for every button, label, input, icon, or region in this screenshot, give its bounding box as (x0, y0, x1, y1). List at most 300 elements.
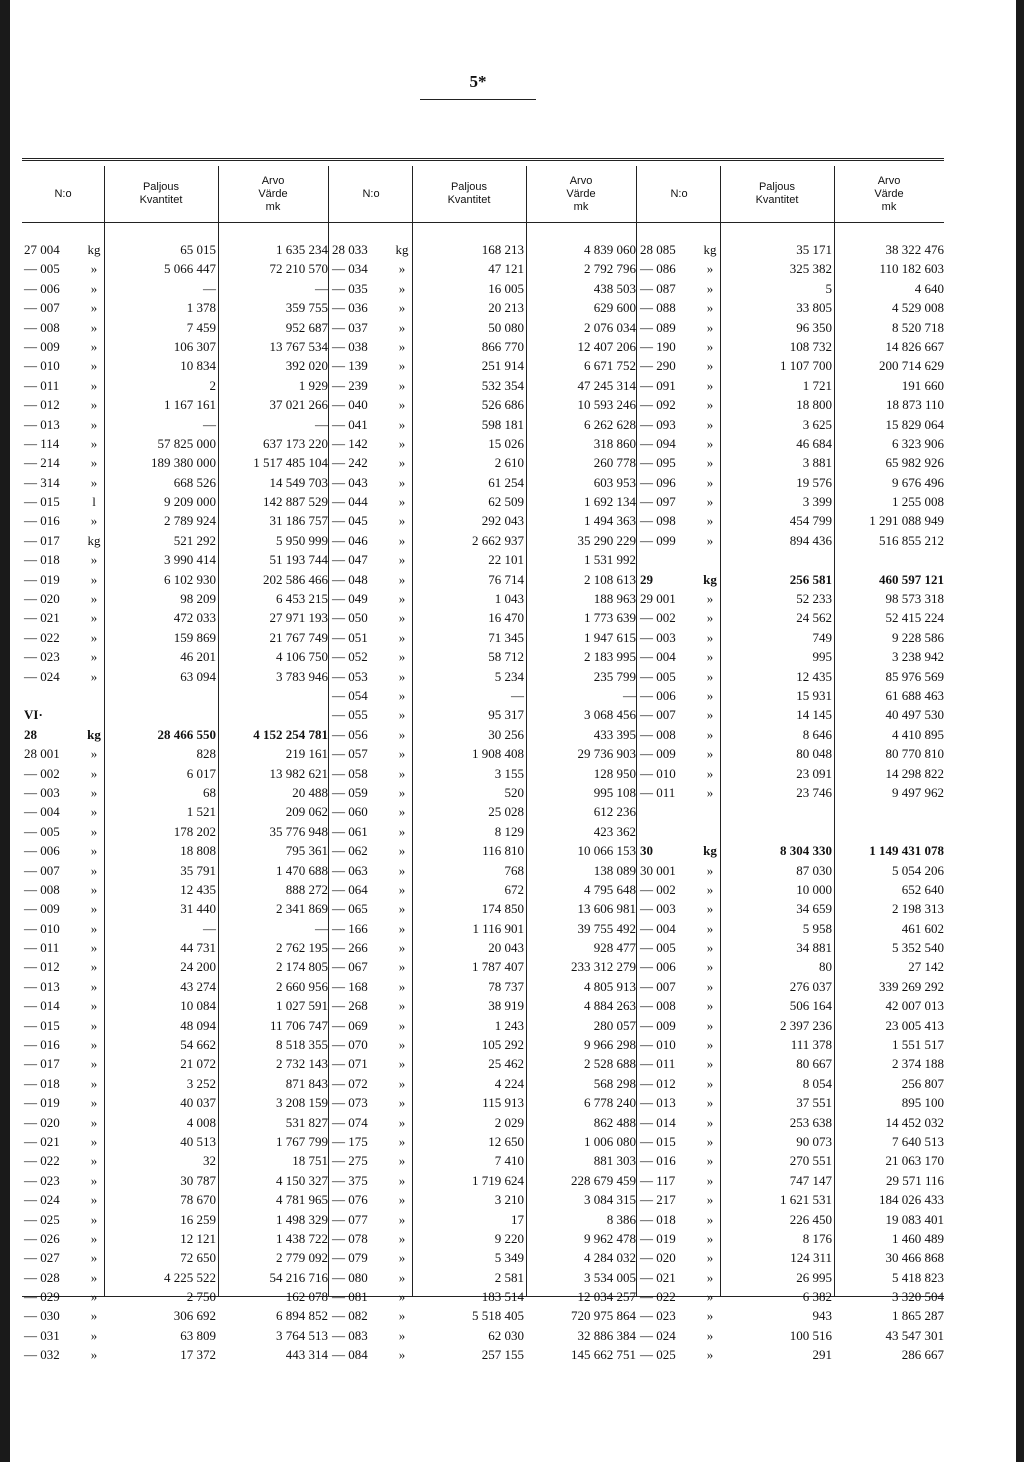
cell-no: — 020 (24, 591, 60, 607)
cell-qty: 6 017 (186, 765, 216, 781)
table-row (22, 628, 328, 647)
cell-no: — 023 (24, 649, 60, 665)
cell-qty: 32 (203, 1153, 216, 1169)
cell-qty: 10 834 (180, 358, 216, 374)
cell-no: — 025 (640, 1347, 676, 1363)
table-row (22, 240, 328, 259)
cell-val: 9 962 478 (584, 1230, 636, 1246)
table-row (330, 725, 636, 744)
cell-qty: 98 209 (180, 591, 216, 607)
cell-no: — 290 (640, 358, 676, 374)
cell-val: 2 792 796 (584, 261, 636, 277)
cell-unit: » (706, 1114, 714, 1130)
table-row (330, 919, 636, 938)
header-number-label: N:o (670, 187, 688, 200)
table-row (22, 608, 328, 627)
cell-no: — 071 (332, 1056, 368, 1072)
header-quantity-fi: Paljous (758, 181, 796, 193)
header-value-fi: Arvo (261, 174, 285, 187)
cell-no: — 097 (640, 494, 676, 510)
cell-val: 29 571 116 (885, 1172, 944, 1188)
cell-val: 1 494 363 (584, 513, 636, 529)
cell-no: — 084 (332, 1347, 368, 1363)
cell-val: 461 602 (901, 920, 944, 936)
table-row (638, 667, 944, 686)
cell-unit: » (398, 784, 406, 800)
header-value-sv: Värde (874, 187, 904, 200)
cell-qty: 25 028 (488, 804, 524, 820)
cell-unit: » (398, 1172, 406, 1188)
table-row (22, 1345, 328, 1364)
cell-qty: 270 551 (789, 1153, 832, 1169)
cell-unit: » (90, 338, 98, 354)
cell-val: 339 269 292 (879, 978, 944, 994)
cell-unit: » (90, 1308, 98, 1324)
table-row (22, 550, 328, 569)
table-row (330, 938, 636, 957)
cell-val: 1 255 008 (892, 494, 944, 510)
table-row (638, 550, 944, 569)
cell-qty: 866 770 (481, 338, 524, 354)
cell-no: — 089 (640, 319, 676, 335)
cell-unit: » (90, 300, 98, 316)
cell-qty: 749 (812, 629, 832, 645)
cell-no: — 190 (640, 338, 676, 354)
cell-no: — 242 (332, 455, 368, 471)
table-row (638, 744, 944, 763)
cell-no: — 018 (24, 1075, 60, 1091)
cell-no: — 021 (24, 610, 60, 626)
table-row (330, 802, 636, 821)
table-row (22, 415, 328, 434)
cell-val: 637 173 220 (263, 435, 328, 451)
cell-val: 1 027 591 (276, 998, 328, 1014)
cell-no: — 024 (640, 1327, 676, 1343)
cell-no: — 011 (640, 1056, 676, 1072)
table-row (22, 1326, 328, 1345)
table-row (330, 492, 636, 511)
cell-val: 128 950 (593, 765, 636, 781)
cell-qty: — (203, 920, 216, 936)
header-value (834, 168, 944, 220)
cell-qty: 63 094 (180, 668, 216, 684)
table-row (638, 1306, 944, 1325)
cell-val: 871 843 (285, 1075, 328, 1091)
cell-qty: 76 714 (488, 571, 524, 587)
header-quantity-sv: Kvantitet (447, 194, 491, 206)
table-row (330, 259, 636, 278)
cell-unit: » (706, 377, 714, 393)
cell-qty: 44 731 (180, 940, 216, 956)
table-row (638, 1151, 944, 1170)
table-row (22, 1248, 328, 1267)
cell-unit: » (90, 319, 98, 335)
cell-qty: 178 202 (173, 823, 216, 839)
cell-no: — 015 (24, 494, 60, 510)
header-value-unit: mk (573, 200, 589, 213)
table-row (638, 1210, 944, 1229)
cell-unit: » (90, 823, 98, 839)
cell-unit: » (398, 1192, 406, 1208)
cell-unit: » (90, 1172, 98, 1188)
cell-val: 895 100 (901, 1095, 944, 1111)
cell-unit: » (398, 746, 406, 762)
table-row (638, 511, 944, 530)
cell-unit: » (706, 1308, 714, 1324)
cell-qty: 15 026 (488, 435, 524, 451)
cell-val: 23 005 413 (885, 1017, 944, 1033)
cell-no: — 007 (640, 707, 676, 723)
cell-no: — 023 (640, 1308, 676, 1324)
cell-val: 10 066 153 (577, 843, 636, 859)
cell-val: 29 736 903 (577, 746, 636, 762)
cell-qty: 251 914 (481, 358, 524, 374)
cell-unit: » (90, 765, 98, 781)
table-row (330, 1171, 636, 1190)
cell-no: 27 004 (24, 242, 60, 257)
cell-val: 184 026 433 (879, 1192, 944, 1208)
cell-qty: 4 225 522 (164, 1269, 216, 1285)
table-row (638, 1054, 944, 1073)
cell-unit: » (706, 920, 714, 936)
table-row (330, 1287, 636, 1306)
cell-unit: » (706, 998, 714, 1014)
cell-no: — 011 (24, 377, 60, 393)
cell-no: 30 001 (640, 862, 676, 878)
header-value (218, 168, 328, 220)
table-row (22, 492, 328, 511)
cell-unit: » (398, 862, 406, 878)
cell-unit: » (398, 591, 406, 607)
cell-qty: 20 213 (488, 300, 524, 316)
cell-qty: 4 224 (494, 1075, 524, 1091)
cell-qty: 43 274 (180, 978, 216, 994)
table-row (22, 589, 328, 608)
table-row (638, 1171, 944, 1190)
cell-qty: 256 581 (789, 571, 832, 587)
table-row (330, 667, 636, 686)
cell-no: — 022 (640, 1289, 676, 1305)
cell-val: 952 687 (285, 319, 328, 335)
cell-unit: » (706, 300, 714, 316)
cell-unit: » (398, 261, 406, 277)
cell-qty: 21 072 (180, 1056, 216, 1072)
cell-no: — 015 (640, 1133, 676, 1149)
cell-val: 5 418 823 (892, 1269, 944, 1285)
cell-no: — 088 (640, 300, 676, 316)
cell-qty: 18 800 (796, 397, 832, 413)
cell-unit: » (90, 416, 98, 432)
cell-qty: 106 307 (173, 338, 216, 354)
cell-no: — 275 (332, 1153, 368, 1169)
cell-unit: » (90, 474, 98, 490)
cell-qty: 291 (812, 1347, 832, 1363)
cell-qty: 226 450 (789, 1211, 832, 1227)
cell-qty: 24 562 (796, 610, 832, 626)
cell-qty: 62 030 (488, 1327, 524, 1343)
cell-val: — (623, 687, 636, 703)
table-row (330, 783, 636, 802)
table-row (330, 279, 636, 298)
cell-unit: » (398, 668, 406, 684)
table-row (22, 764, 328, 783)
cell-qty: 1 787 407 (472, 959, 524, 975)
cell-unit: » (706, 513, 714, 529)
cell-qty: 108 732 (789, 338, 832, 354)
cell-unit: » (706, 1289, 714, 1305)
cell-qty: 5 349 (494, 1250, 524, 1266)
cell-no: — 061 (332, 823, 368, 839)
cell-val: 1 929 (298, 377, 328, 393)
table-row (638, 686, 944, 705)
cell-val: 138 089 (593, 862, 636, 878)
cell-val: 2 076 034 (584, 319, 636, 335)
cell-no: — 078 (332, 1230, 368, 1246)
cell-val: 38 322 476 (885, 242, 944, 257)
cell-qty: 100 516 (789, 1327, 832, 1343)
cell-no: — 049 (332, 591, 368, 607)
cell-no: — 022 (24, 629, 60, 645)
cell-unit: » (398, 978, 406, 994)
cell-unit: » (398, 1327, 406, 1343)
cell-no: — 055 (332, 707, 368, 723)
cell-val: 39 755 492 (577, 920, 636, 936)
cell-val: 3 084 315 (584, 1192, 636, 1208)
cell-unit: » (90, 959, 98, 975)
header-value-fi: Arvo (877, 174, 901, 187)
cell-no: — 017 (24, 1056, 60, 1072)
cell-qty: 90 073 (796, 1133, 832, 1149)
cell-no: — 052 (332, 649, 368, 665)
table-row (638, 899, 944, 918)
cell-no: — 050 (332, 610, 368, 626)
cell-unit: » (90, 552, 98, 568)
cell-no: — 010 (24, 358, 60, 374)
table-row (22, 473, 328, 492)
cell-unit: » (90, 513, 98, 529)
cell-qty: 672 (504, 881, 524, 897)
cell-val: 3 208 159 (276, 1095, 328, 1111)
table-row (638, 1229, 944, 1248)
cell-unit: » (706, 280, 714, 296)
cell-unit: » (90, 1153, 98, 1169)
table-row (22, 725, 328, 744)
cell-qty: 61 254 (488, 474, 524, 490)
table-row (22, 1229, 328, 1248)
cell-unit: » (90, 591, 98, 607)
cell-val: 80 770 810 (885, 746, 944, 762)
table-row (638, 473, 944, 492)
cell-no: — 086 (640, 261, 676, 277)
cell-unit: » (398, 1230, 406, 1246)
cell-val: 3 783 946 (276, 668, 328, 684)
cell-val: 3 764 513 (276, 1327, 328, 1343)
cell-qty: 46 684 (796, 435, 832, 451)
table-row (638, 415, 944, 434)
cell-val: 1 692 134 (584, 494, 636, 510)
cell-no: — 053 (332, 668, 368, 684)
cell-val: 2 108 613 (584, 571, 636, 587)
cell-no: — 016 (24, 513, 60, 529)
cell-no: — 099 (640, 532, 676, 548)
cell-val: 43 547 301 (885, 1327, 944, 1343)
cell-val: 18 751 (292, 1153, 328, 1169)
cell-unit: » (398, 1017, 406, 1033)
cell-val: 1 149 431 078 (869, 843, 944, 859)
cell-unit: » (398, 629, 406, 645)
cell-no: — 003 (24, 784, 60, 800)
cell-no: — 002 (24, 765, 60, 781)
cell-val: 85 976 569 (885, 668, 944, 684)
cell-unit: » (398, 610, 406, 626)
cell-val: — (315, 920, 328, 936)
cell-qty: 9 220 (494, 1230, 524, 1246)
table-row (22, 1268, 328, 1287)
cell-no: — 064 (332, 881, 368, 897)
cell-qty: 325 382 (789, 261, 832, 277)
cell-unit: » (90, 571, 98, 587)
cell-qty: 38 919 (488, 998, 524, 1014)
table-row (330, 589, 636, 608)
cell-unit: » (90, 435, 98, 451)
cell-unit: » (398, 435, 406, 451)
cell-qty: 183 514 (481, 1289, 524, 1305)
cell-qty: 2 750 (186, 1289, 216, 1305)
cell-val: 260 778 (593, 455, 636, 471)
cell-no: — 166 (332, 920, 368, 936)
cell-unit: » (398, 455, 406, 471)
table-row (330, 686, 636, 705)
cell-unit: » (706, 1095, 714, 1111)
cell-val: 3 534 005 (584, 1269, 636, 1285)
cell-no: — 005 (24, 823, 60, 839)
table-row (638, 822, 944, 841)
cell-unit: » (90, 1037, 98, 1053)
cell-val: 438 503 (593, 280, 636, 296)
cell-unit: » (90, 1075, 98, 1091)
cell-qty: 10 000 (796, 881, 832, 897)
cell-val: 14 298 822 (885, 765, 944, 781)
cell-unit: » (398, 416, 406, 432)
cell-qty: — (203, 280, 216, 296)
cell-unit: » (706, 494, 714, 510)
cell-no: — 142 (332, 435, 368, 451)
cell-unit: » (706, 862, 714, 878)
table-row (330, 647, 636, 666)
cell-qty: 40 037 (180, 1095, 216, 1111)
table-row (22, 259, 328, 278)
table-row (638, 279, 944, 298)
cell-unit: » (90, 1347, 98, 1363)
table-row (22, 531, 328, 550)
header-number-label: N:o (362, 187, 380, 200)
table-row (22, 899, 328, 918)
cell-unit: » (706, 649, 714, 665)
cell-val: 4 106 750 (276, 649, 328, 665)
table-row (22, 453, 328, 472)
cell-val: 27 971 193 (269, 610, 328, 626)
cell-qty: 34 659 (796, 901, 832, 917)
table-row (638, 628, 944, 647)
cell-no: — 051 (332, 629, 368, 645)
cell-qty: 33 805 (796, 300, 832, 316)
cell-unit: » (706, 668, 714, 684)
cell-qty: 3 399 (802, 494, 832, 510)
cell-qty: 10 084 (180, 998, 216, 1014)
cell-val: 98 573 318 (885, 591, 944, 607)
cell-qty: 24 200 (180, 959, 216, 975)
cell-val: 32 886 384 (577, 1327, 636, 1343)
cell-no: — 057 (332, 746, 368, 762)
cell-no: — 004 (640, 920, 676, 936)
cell-val: 795 361 (285, 843, 328, 859)
cell-no: — 073 (332, 1095, 368, 1111)
table-row (638, 957, 944, 976)
cell-unit: » (706, 901, 714, 917)
cell-val: 1 498 329 (276, 1211, 328, 1227)
cell-qty: 894 436 (789, 532, 832, 548)
cell-unit: » (706, 1250, 714, 1266)
cell-val: 12 407 206 (577, 338, 636, 354)
cell-qty: 3 625 (802, 416, 832, 432)
cell-qty: 1 908 408 (472, 746, 524, 762)
cell-unit: » (90, 843, 98, 859)
cell-qty: 1 721 (802, 377, 832, 393)
table-row (330, 1054, 636, 1073)
cell-no: — 005 (24, 261, 60, 277)
cell-no: — 006 (24, 280, 60, 296)
cell-no: — 079 (332, 1250, 368, 1266)
cell-val: 8 518 355 (276, 1037, 328, 1053)
cell-unit: kg (87, 532, 101, 548)
table-row (330, 240, 636, 259)
cell-unit: » (398, 920, 406, 936)
cell-no: — 008 (640, 998, 676, 1014)
cell-unit: kg (703, 242, 717, 257)
table-row (638, 1190, 944, 1209)
table-row (22, 1054, 328, 1073)
cell-qty: 292 043 (481, 513, 524, 529)
cell-qty: 1 167 161 (164, 397, 216, 413)
cell-no: — 006 (24, 843, 60, 859)
cell-val: 14 826 667 (885, 338, 944, 354)
header-value-unit: mk (881, 200, 897, 213)
cell-unit: » (90, 1327, 98, 1343)
cell-qty: 5 518 405 (472, 1308, 524, 1324)
cell-qty: 19 576 (796, 474, 832, 490)
table-row (330, 298, 636, 317)
cell-unit: » (706, 416, 714, 432)
cell-val: 1 635 234 (276, 242, 328, 257)
cell-no: 28 001 (24, 746, 60, 762)
table-row (22, 667, 328, 686)
cell-no: — 009 (640, 746, 676, 762)
cell-qty: 18 808 (180, 843, 216, 859)
cell-qty: 31 440 (180, 901, 216, 917)
table-row (22, 1132, 328, 1151)
cell-qty: 12 435 (180, 881, 216, 897)
table-row (638, 298, 944, 317)
cell-val: 72 210 570 (269, 261, 328, 277)
table-row (330, 1345, 636, 1364)
cell-qty: 747 147 (789, 1172, 832, 1188)
table-row (330, 1132, 636, 1151)
cell-unit: » (398, 358, 406, 374)
cell-val: 21 767 749 (269, 629, 328, 645)
cell-unit: » (706, 978, 714, 994)
cell-unit: l (92, 494, 96, 510)
cell-val: 612 236 (593, 804, 636, 820)
